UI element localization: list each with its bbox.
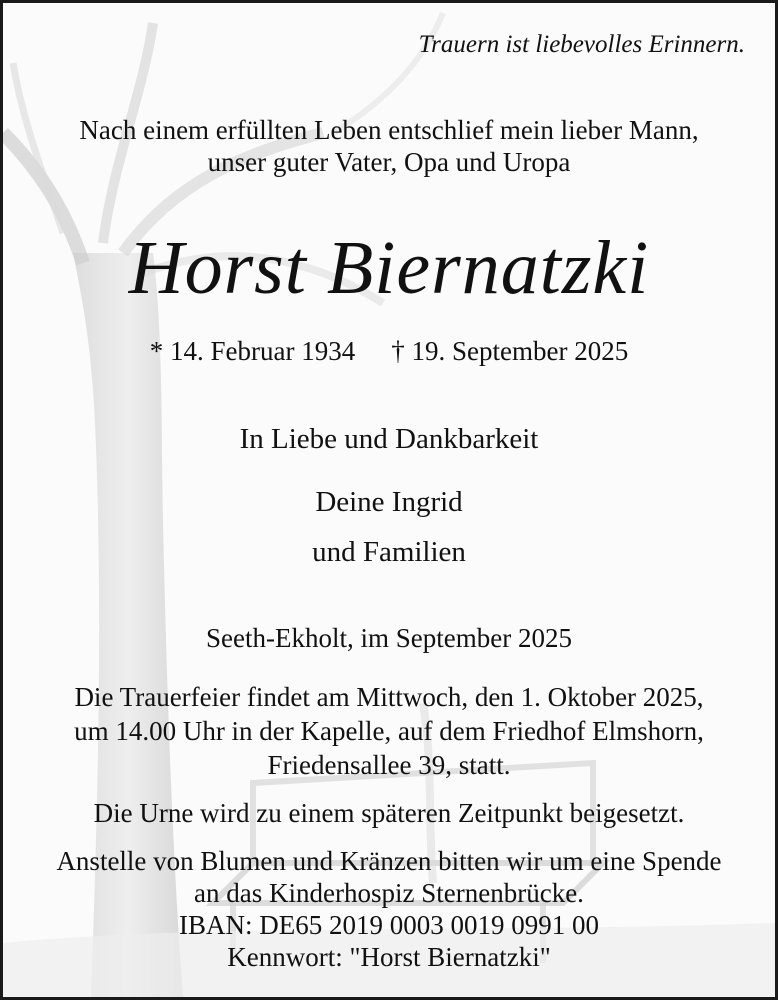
signer-line-2: und Familien [312,536,466,568]
signer-line-1: Deine Ingrid [315,486,463,518]
birth-date: * 14. Februar 1934 [149,336,356,366]
donation-line-1: Anstelle von Blumen und Kränzen bitten wir um eine Spende [56,846,722,876]
ceremony-line-3: Friedensallee 39, statt. [267,750,511,780]
deceased-name: Horst Biernatzki [128,226,650,310]
death-date: † 19. September 2025 [391,336,629,366]
donation-iban: IBAN: DE65 2019 0003 0019 0991 00 [179,910,599,940]
donation-keyword: Kennwort: "Horst Biernatzki" [227,942,551,972]
life-dates [3,336,775,367]
intro-line-1: Nach einem erfüllten Leben entschlief mein lieber Mann, [79,115,699,145]
intro-line-2: unser guter Vater, Opa und Uropa [207,147,571,177]
dedication: In Liebe und Dankbarkeit [239,423,539,455]
urn-note: Die Urne wird zu einem späteren Zeitpunkt beigesetzt. [93,798,685,828]
ceremony-line-1: Die Trauerfeier findet am Mittwoch, den 1. Oktober 2025, [74,682,704,712]
ceremony-line-2: um 14.00 Uhr in der Kapelle, auf dem Friedhof Elmshorn, [74,716,704,746]
place-date: Seeth-Ekholt, im September 2025 [206,623,572,653]
donation-line-2: an das Kinderhospiz Sternenbrücke. [194,878,584,908]
motto: Trauern ist liebevolles Erinnern. [418,31,745,58]
